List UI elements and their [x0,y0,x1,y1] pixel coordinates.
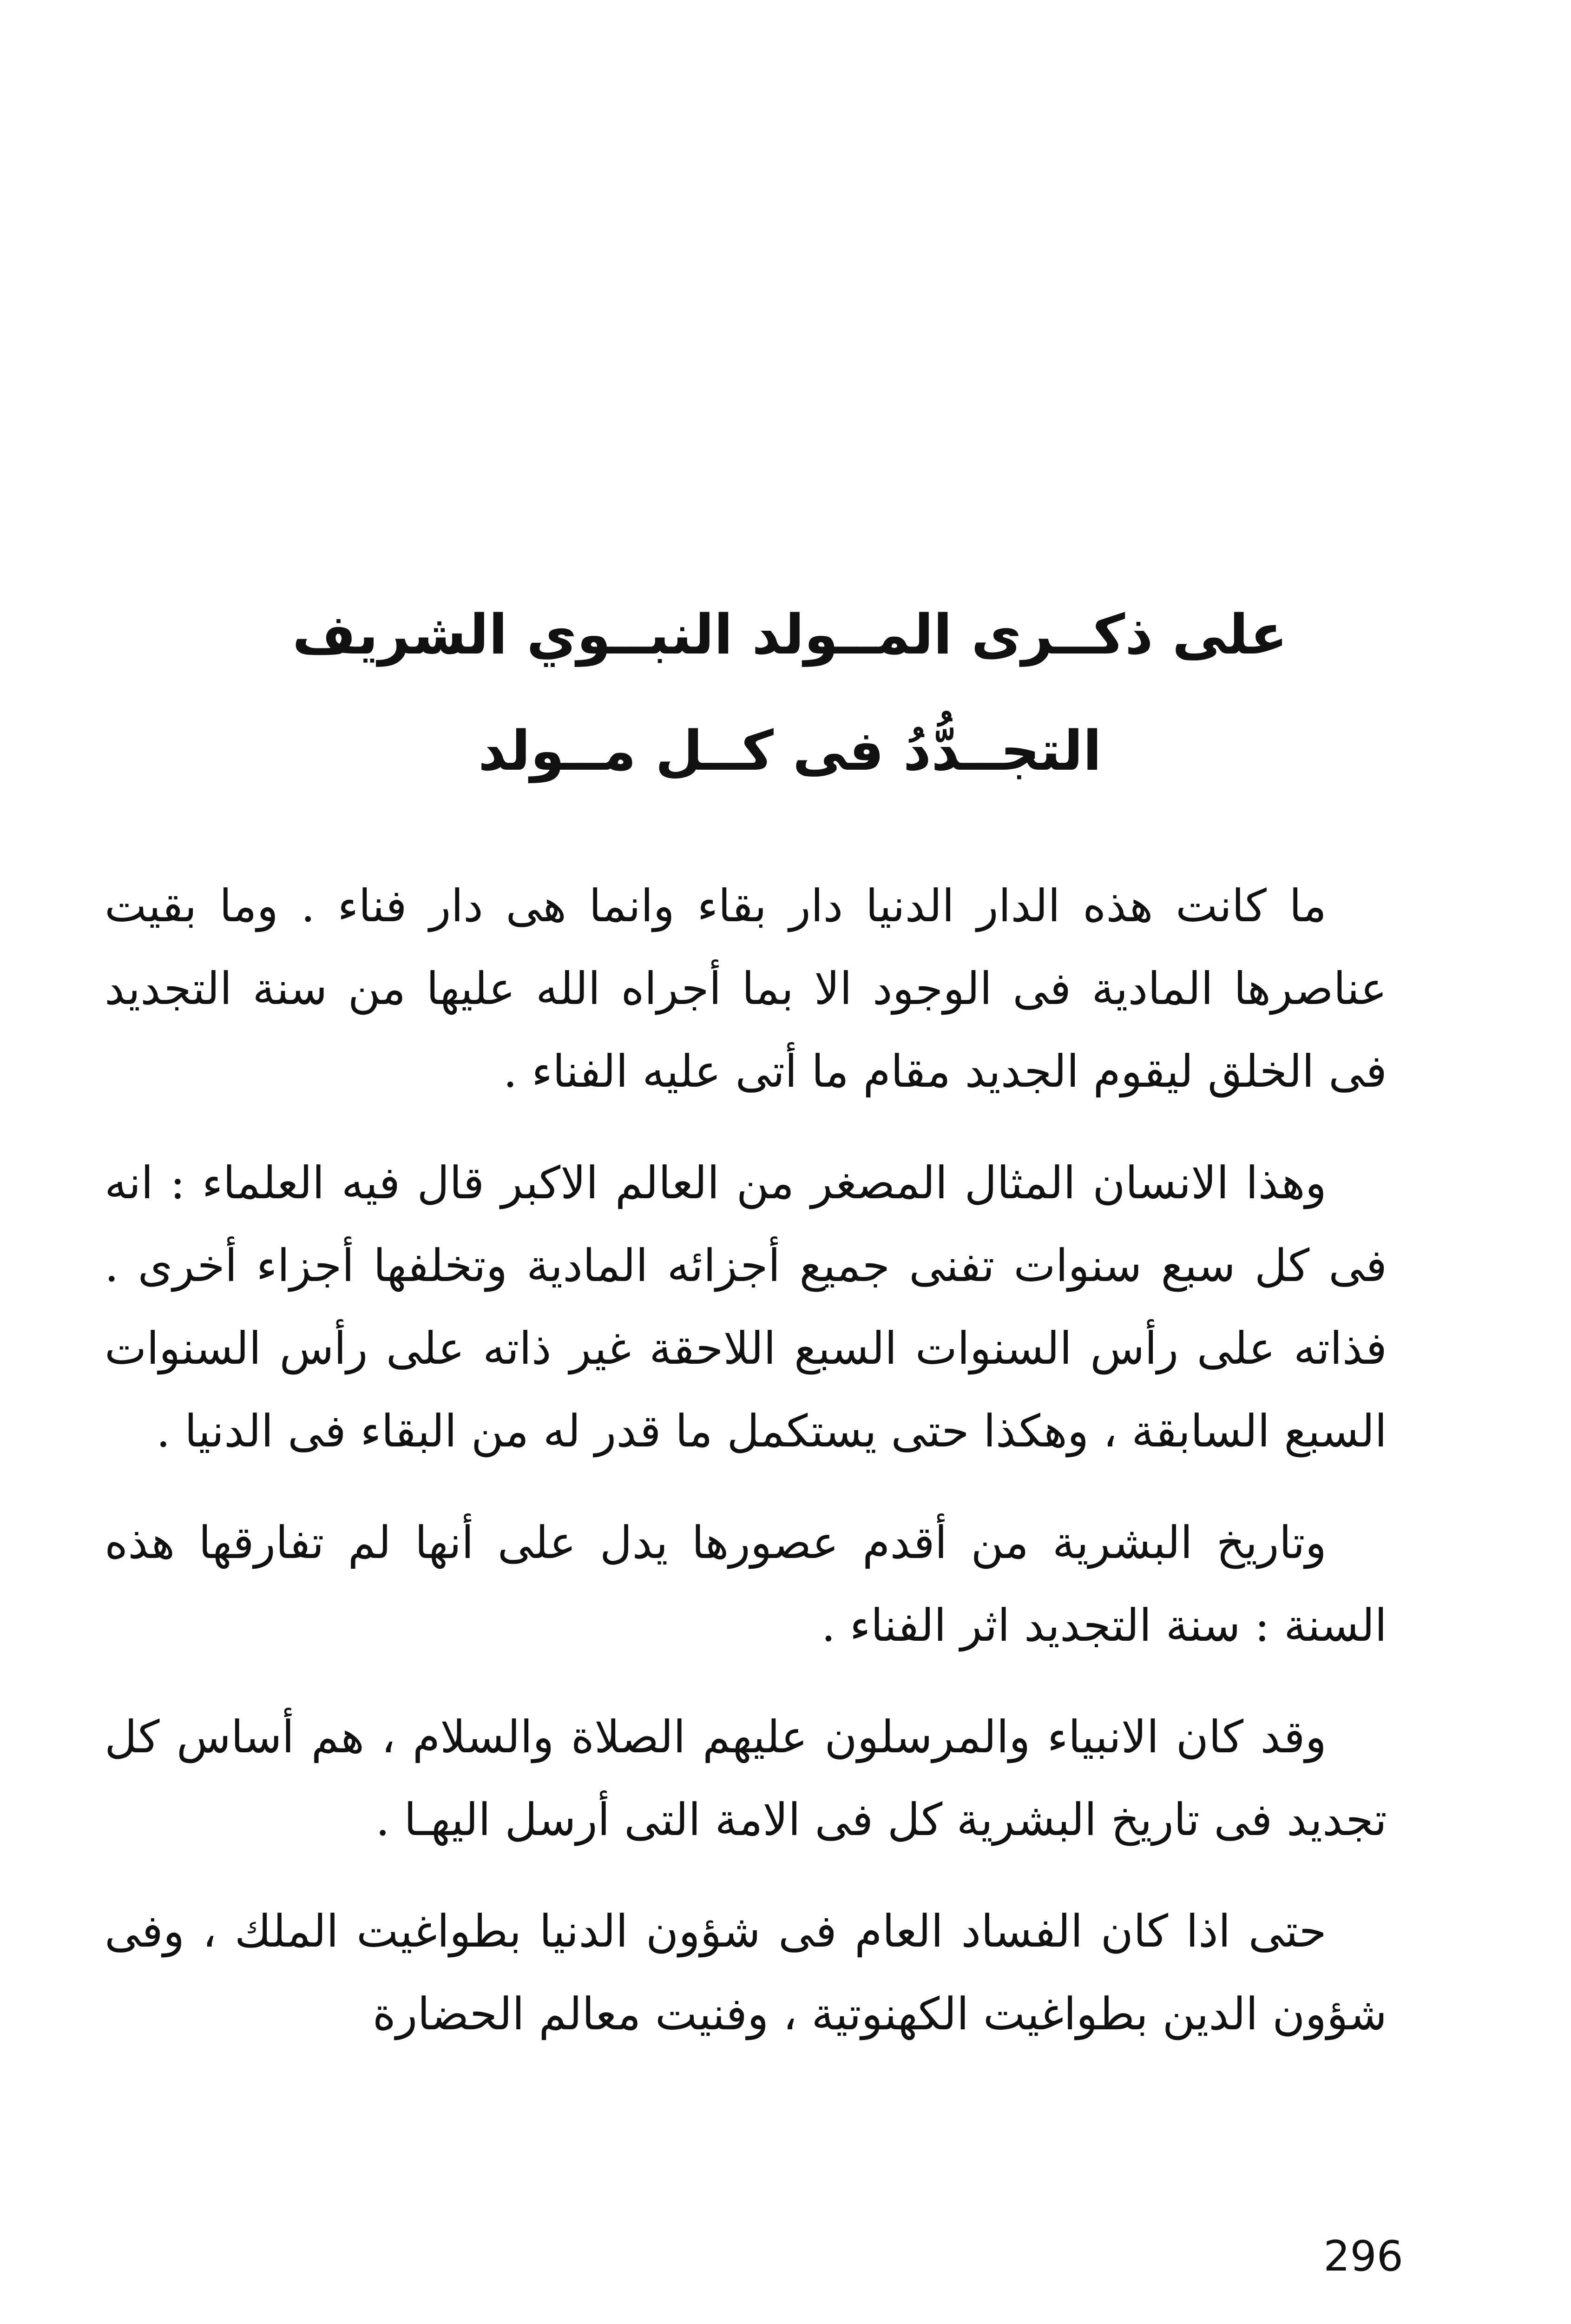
paragraph-2: وهذا الانسان المثال المصغر من العالم الاكبر قال فيه العلماء : انه فى كل سبع سنوات تفنى جميع أجزائه المادية وتخلفها أجزاء أخرى . فذاته على رأس السنوات السبع اللاحقة غير ذاته على رأس السنوات السبع السابقة ، وهكذا حتى يستكمل ما قدر له من البقاء فى الدنيا . [105,1157,1387,1457]
body-text [105,865,1387,2084]
page-title: على ذكــرى المــولد النبــوي الشريف [292,602,1288,667]
page-subtitle: التجــدُّدُ فى كــل مــولد [478,719,1102,783]
paragraph-1: ما كانت هذه الدار الدنيا دار بقاء وانما هى دار فناء . وما بقيت عناصرها المادية فى الوجود الا بما أجراه الله عليها من سنة التجديد فى الخلق ليقوم الجديد مقام ما أتى عليه الفناء . [105,880,1387,1097]
page-number: 296 [1323,2232,1403,2281]
title-block [232,576,1348,809]
paragraph-4: وقد كان الانبياء والمرسلون عليهم الصلاة والسلام ، هم أساس كل تجديد فى تاريخ البشرية كل فى الامة التى أرسل اليهـا . [105,1711,1387,1846]
paragraph-3: وتاريخ البشرية من أقدم عصورها يدل على أنها لم تفارقها هذه السنة : سنة التجديد اثر الفناء . [105,1517,1387,1651]
paragraph-5: حتى اذا كان الفساد العام فى شؤون الدنيا بطواغيت الملك ، وفى شؤون الدين بطواغيت الكهنوتية ، وفنيت معالم الحضارة [105,1905,1387,2040]
